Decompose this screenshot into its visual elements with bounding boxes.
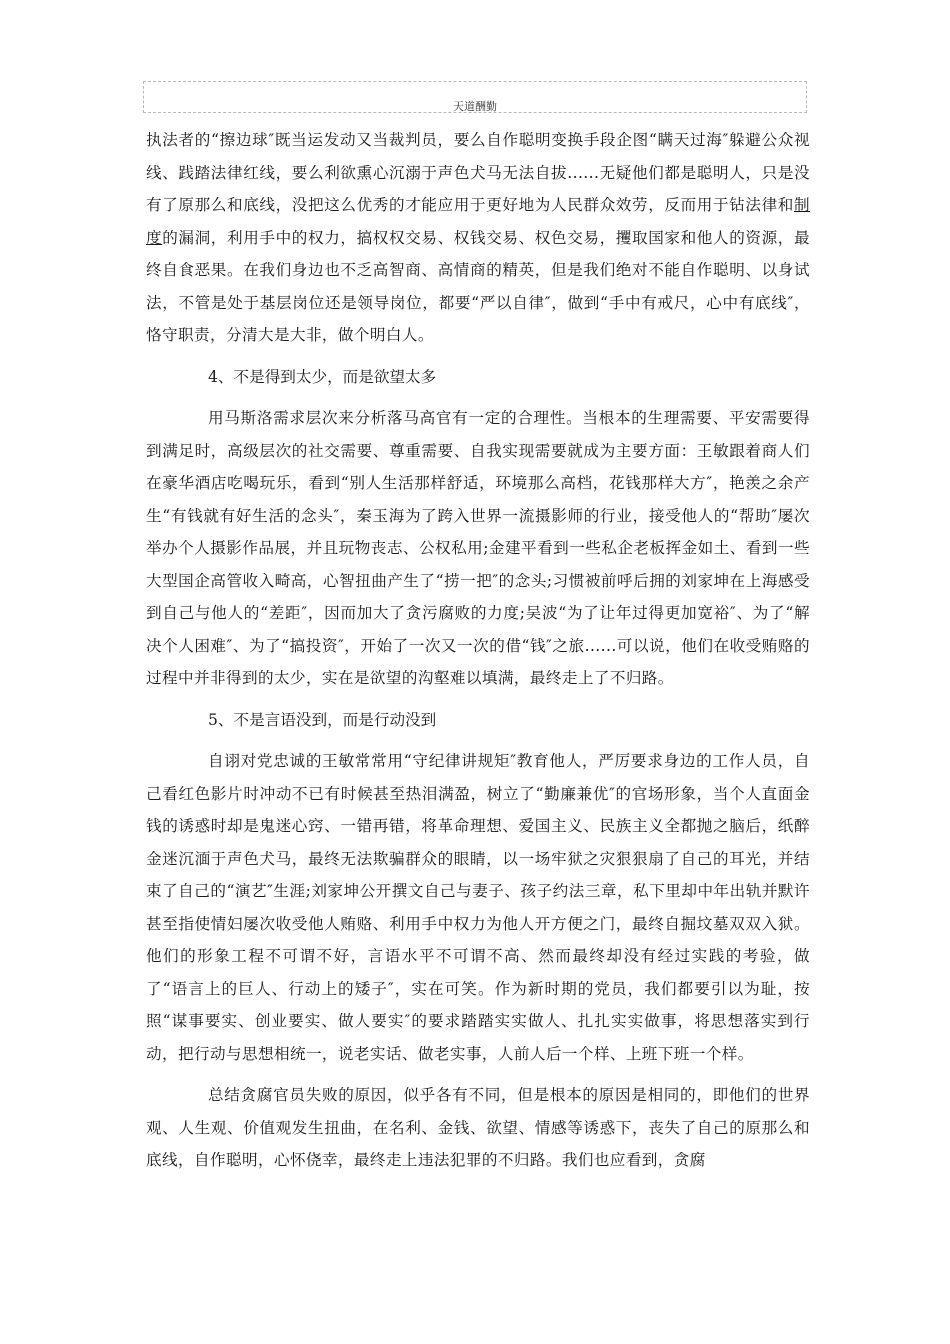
section-heading-5: 5、不是言语没到，而是行动没到 [208,710,437,729]
paragraph-1-text-a: 执法者的“擦边球″既当运发动又当裁判员，要么自作聪明变换手段企图“瞒天过海″躲避公众视线、践踏法律红线，要么利欲熏心沉溺于声色犬马无法自拔......无疑他们都是聪明人，只是没有了原那么和底线，没把这么优秀的才能应用于更好地为人民群众效劳，反而用于钻法律和 [146,131,810,214]
paragraph-2: 用马斯洛需求层次来分析落马高官有一定的合理性。当根本的生理需要、平安需要得到满足时，高级层次的社交需要、尊重需要、自我实现需要就成为主要方面：王敏跟着商人们在豪华酒店吃喝玩乐，看到“别人生活那样舒适，环境那么高档，花钱那样大方″，艳羡之余产生“有钱就有好生活的念头″，秦玉海为了跨入世界一流摄影师的行业，接受他人的“帮助″屡次举办个人摄影作品展，并且玩物丧志、公权私用;金建平看到一些私企老板挥金如土、看到一些大型国企高管收入畸高，心智扭曲产生了“捞一把″的念头;习惯被前呼后拥的刘家坤在上海感受到自己与他人的“差距″，因而加大了贪污腐败的力度;吴波“为了让年过得更加宽裕″、为了“解决个人困难″、为了“搞投资″，开始了一次又一次的借“钱″之旅......可以说，他们在收受贿赂的过程中并非得到的太少，实在是欲望的沟壑难以填满，最终走上了不归路。 [146,409,810,687]
section-heading-4: 4、不是得到太少，而是欲望太多 [208,367,437,386]
document-body [146,124,810,1186]
paragraph-3: 自诩对党忠诚的王敏常常用“守纪律讲规矩″教育他人，严厉要求身边的工作人员，自己看红色影片时冲动不已有时候甚至热泪满盈，树立了“勤廉兼优″的官场形象，当个人直面金钱的诱惑时却是鬼迷心窍、一错再错，将革命理想、爱国主义、民族主义全都抛之脑后，纸醉金迷沉湎于声色犬马，最终无法欺骗群众的眼睛，以一场牢狱之灾狠狠扇了自己的耳光，并结束了自己的“演艺″生涯;刘家坤公开撰文自己与妻子、孩子约法三章，私下里却中年出轨并默许甚至指使情妇屡次收受他人贿赂、利用手中权力为他人开方便之门，最终自掘坟墓双双入狱。他们的形象工程不可谓不好，言语水平不可谓不高、然而最终却没有经过实践的考验，做了“语言上的巨人、行动上的矮子″，实在可笑。作为新时期的党员，我们都要引以为耻，按照“谋事要实、创业要实、做人要实″的要求踏踏实实做人、扎扎实实做事，将思想落实到行动，把行动与思想相统一，说老实话、做老实事，人前人后一个样、上班下班一个样。 [146,752,810,1063]
paragraph-1 [146,124,810,352]
header-title: 天道酬勤 [453,100,497,113]
link-zhidu[interactable]: 制度 [146,196,810,247]
paragraph-4: 总结贪腐官员失败的原因，似乎各有不同，但是根本的原因是相同的，即他们的世界观、人生观、价值观发生扭曲，在名利、金钱、欲望、情感等诱惑下，丧失了自己的原那么和底线，自作聪明，心怀侥幸，最终走上违法犯罪的不归路。我们也应看到，贪腐 [146,1086,810,1169]
paragraph-1-text-b: 的漏洞，利用手中的权力，搞权权交易、权钱交易、权色交易，攫取国家和他人的资源，最终自食恶果。在我们身边也不乏高智商、高情商的精英，但是我们绝对不能自作聪明、以身试法，不管是处于基层岗位还是领导岗位，都要“严以自律″，做到“手中有戒尺，心中有底线″，恪守职责，分清大是大非，做个明白人。 [146,228,810,344]
page-header-box [143,81,807,113]
